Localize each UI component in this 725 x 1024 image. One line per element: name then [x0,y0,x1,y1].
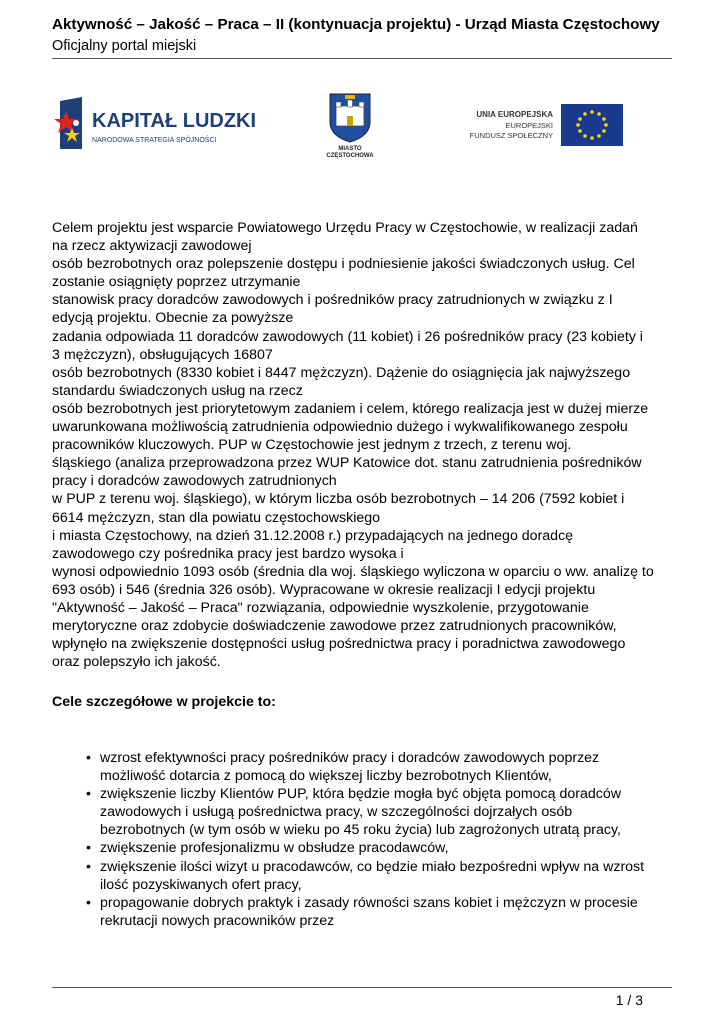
list-item-line: możliwość dotarcia z pomocą do większej liczby bezrobotnych Klientów, [100,768,552,785]
kapital-title: KAPITAŁ LUDZKI [92,110,257,132]
city-line1: MIASTO [338,146,362,152]
list-item [72,785,672,839]
text-line: zawodowego czy pośrednika pracy jest bardzo wysoka i [52,545,404,562]
goals-list [72,749,672,930]
text-line: pracy i doradców zawodowych zatrudnionych [52,473,337,490]
project-description [52,219,674,671]
text-line: osób bezrobotnych oraz polepszenie dostępu i podniesienie jakości świadczonych usług. Cel [52,256,635,273]
text-line: pracowników kluczowych. PUP w Częstochowie jest jednym z trzech, z terenu woj. [52,437,572,454]
text-line: na rzecz aktywizacji zawodowej [52,238,252,255]
list-item [72,749,672,785]
text-line: oraz polepszyło ich jakość. [52,654,221,671]
eu-line1: UNIA EUROPEJSKA [476,110,553,119]
text-line: stanowisk pracy doradców zawodowych i pośredników pracy zatrudnionych w związku z I [52,292,613,309]
text-line: zadania odpowiada 11 doradców zawodowych (11 kobiet) i 26 pośredników pracy (23 kobiety i [52,328,643,345]
list-item [72,894,672,930]
text-line: i miasta Częstochowy, na dzień 31.12.2008 r.) przypadających na jednego doradcę [52,527,574,544]
list-item-line: bezrobotnych (w tym osób w wieku po 45 roku życia) lub zagrożonych utratą pracy, [100,822,621,839]
list-item-line: • propagowanie dobrych praktyk i zasady równości szans kobiet i mężczyzn w procesie [100,894,638,911]
kapital-ludzki-logo [52,93,267,153]
text-line: śląskiego (analiza przeprowadzona przez WUP Katowice dot. stanu zatrudnienia pośredników [52,455,642,472]
text-line: uwarunkowana możliwością zatrudnienia odpowiednio dużego i wykwalifikowanego zespołu [52,419,628,436]
text-line: standardu świadczonych usług na rzecz [52,382,303,399]
header-divider [52,58,672,59]
page-number: 1 / 3 [615,992,643,1008]
city-line2: CZĘSTOCHOWA [326,153,374,159]
goals-heading: Cele szczegółowe w projekcie to: [52,694,276,710]
list-item [72,839,672,857]
list-item-line: • zwiększenie liczby Klientów PUP, która będzie mogła być objęta pomocą doradców [100,786,622,803]
list-item-line: rekrutacji nowych pracowników przez [100,912,335,929]
eu-line2: EUROPEJSKI [505,121,553,130]
list-item [72,858,672,894]
text-line: osób bezrobotnych jest priorytetowym zadaniem i celem, którego realizacja jest w dużej mierze [52,400,649,417]
page-header [52,16,672,55]
page-subtitle: Oficjalny portal miejski [52,38,197,54]
list-item-line: ilość pozyskiwanych ofert pracy, [100,876,302,893]
text-line: Celem projektu jest wsparcie Powiatowego Urzędu Pracy w Częstochowie, w realizacji zadań [52,220,638,236]
logo-bar [52,90,672,160]
list-item-line: • zwiększenie ilości wizyt u pracodawców, co będzie miało bezpośredni wpływ na wzrost [100,858,645,875]
list-item-line: zawodowych i usługą pośrednictwa pracy, w szczególności dojrzałych osób [100,804,573,821]
list-item-line: • wzrost efektywności pracy pośredników pracy i doradców zawodowych poprzez [100,750,600,766]
eu-line3: FUNDUSZ SPOŁECZNY [469,131,553,140]
text-line: zostanie osiągnięty poprzez utrzymanie [52,274,301,291]
text-line: 6614 mężczyzn, stan dla powiatu częstochowskiego [52,509,381,526]
text-line: edycją projektu. Obecnie za powyższe [52,310,294,327]
text-line: wpłynęło na zwiększenie dostępności usług pośrednictwa pracy i poradnictwa zawodowego [52,636,626,653]
text-line: w PUP z terenu woj. śląskiego), w którym liczba osób bezrobotnych – 14 206 (7592 kobiet i [52,491,625,508]
kapital-tagline: NARODOWA STRATEGIA SPÓJNOŚCI [92,137,217,144]
czestochowa-coat-of-arms [320,90,380,160]
eu-logo [465,102,675,147]
text-line: wynosi odpowiednio 1093 osób (średnia dla woj. śląskiego wyliczona w oparciu o ww. analizę to [52,563,654,580]
page-title: Aktywność – Jakość – Praca – II (kontynuacja projektu) - Urząd Miasta Częstochowy [52,16,660,33]
text-line: osób bezrobotnych (8330 kobiet i 8447 mężczyzn). Dążenie do osiągnięcia jak najwyższego [52,364,631,381]
text-line: 693 osób) i 546 (średnia 326 osób). Wypracowane w okresie realizacji I edycji projektu [52,581,596,598]
text-line: "Aktywność – Jakość – Praca" rozwiązania, odpowiednie wyszkolenie, przygotowanie [52,599,589,616]
footer-divider [52,987,672,988]
text-line: merytoryczne oraz zdobycie doświadczenie zawodowe przez zatrudnionych pracowników, [52,618,617,635]
text-line: 3 mężczyzn), obsługujących 16807 [52,346,273,363]
list-item-line: • zwiększenie profesjonalizmu w obsłudze pracodawców, [100,840,449,857]
